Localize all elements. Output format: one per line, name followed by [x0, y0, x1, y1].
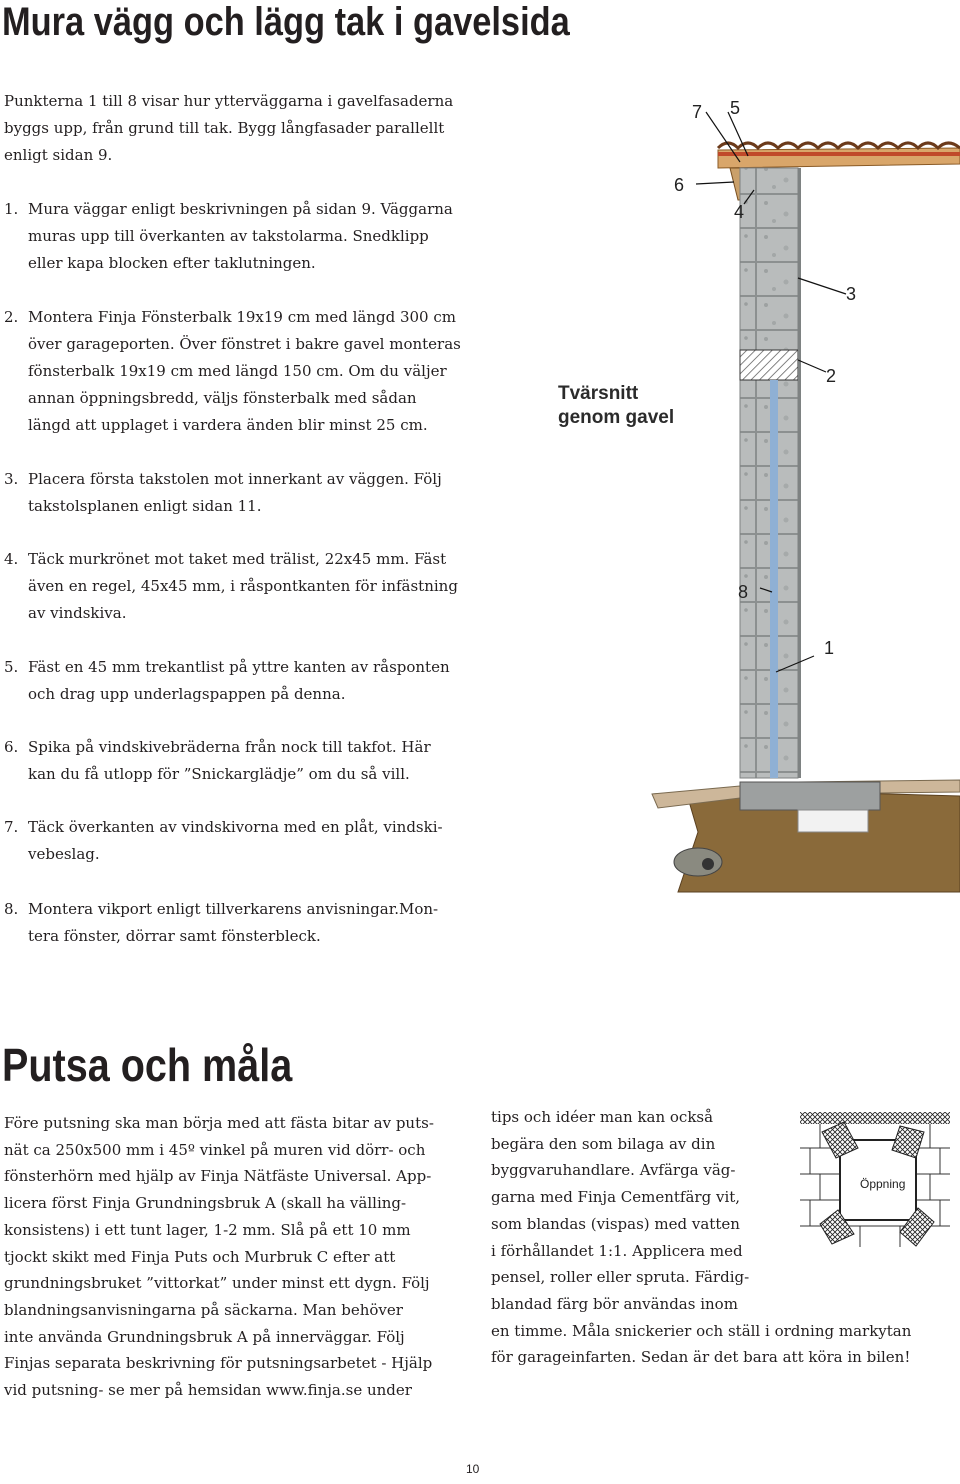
section-title-build: Mura vägg och lägg tak i gavelsida: [2, 0, 570, 44]
step-text: takstolsplanen enligt sidan 11.: [28, 497, 262, 515]
label-2: 2: [826, 366, 837, 386]
step-text: och drag upp underlagspappen på denna.: [28, 685, 346, 703]
lintel-hatch: [800, 1112, 950, 1124]
caption-line: genom gavel: [558, 407, 675, 428]
step-text: Mura väggar enligt beskrivningen på sidan 9. Väggarna: [28, 200, 453, 218]
text-line: blandad färg bör användas inom: [491, 1294, 738, 1313]
leader-line: [696, 182, 734, 184]
text-line: tips och idéer man kan också: [491, 1108, 714, 1126]
wall-blocks: [740, 168, 798, 778]
text-line: inte använda Grundningsbruk A på innerväggar. Följ: [4, 1327, 405, 1346]
step-text: av vindskiva.: [28, 604, 127, 622]
step-7: [4, 814, 504, 868]
step-6: [4, 734, 504, 788]
text-line: konsistens) i ett tunt lager, 1-2 mm. Slå på ett 10 mm: [4, 1220, 411, 1239]
step-number: 3.: [4, 470, 19, 488]
step-number: 1.: [4, 200, 19, 218]
step-text: eller kapa blocken efter taklutningen.: [28, 254, 316, 272]
step-text: Montera vikport enligt tillverkarens anvisningar.Mon-: [28, 900, 439, 918]
opening-label: Öppning: [860, 1177, 906, 1191]
text-line: blandningsanvisningarna på säckarna. Man behöver: [4, 1300, 403, 1319]
label-8: 8: [738, 582, 749, 602]
step-text: längd att upplaget i vardera änden blir minst 25 cm.: [28, 416, 428, 434]
roof-tiles: [718, 143, 960, 148]
text-line: pensel, roller eller spruta. Färdig-: [491, 1268, 750, 1287]
section-title-render: Putsa och måla: [2, 1039, 293, 1091]
step-text: över garageporten. Över fönstret i bakre gavel monteras: [28, 335, 461, 353]
window-beam: [740, 350, 798, 380]
label-3: 3: [846, 284, 857, 304]
step-number: 4.: [4, 550, 19, 568]
render-paragraph-left: [4, 1110, 434, 1404]
text-line: nät ca 250x500 mm i 45º vinkel på muren vid dörr- och: [4, 1140, 426, 1159]
intro-paragraph: [4, 88, 504, 169]
step-text: muras upp till överkanten av takstolarma. Snedklipp: [28, 227, 429, 245]
step-text: även en regel, 45x45 mm, i råspontkanten för infästning: [28, 577, 458, 595]
text-line: begära den som bilaga av din: [491, 1134, 716, 1153]
step-number: 8.: [4, 900, 19, 918]
text-line: i förhållandet 1:1. Applicera med: [491, 1241, 743, 1260]
step-text: Placera första takstolen mot innerkant av väggen. Följ: [28, 470, 442, 488]
intro-line: Punkterna 1 till 8 visar hur ytterväggarna i gavelfasaderna: [4, 92, 454, 110]
step-4: [4, 546, 504, 627]
step-8: [4, 896, 504, 950]
text-line: Före putsning ska man börja med att fästa bitar av puts-: [4, 1114, 434, 1132]
step-1: [4, 196, 504, 277]
label-7: 7: [692, 102, 703, 122]
caption-line: Tvärsnitt: [558, 383, 639, 404]
inner-render: [770, 380, 778, 778]
text-line: fönsterhörn med hjälp av Finja Nätfäste Universal. App-: [4, 1167, 432, 1186]
text-line: licera först Finja Grundningsbruk A (skall ha välling-: [4, 1194, 407, 1213]
roof-boards: [718, 148, 960, 168]
step-text: fönsterbalk 19x19 cm med längd 150 cm. Om du väljer: [28, 362, 447, 380]
step-5: [4, 654, 504, 708]
step-text: annan öppningsbredd, väljs fönsterbalk med sådan: [28, 389, 417, 407]
intro-line: enligt sidan 9.: [4, 146, 113, 164]
label-1: 1: [824, 638, 835, 658]
text-line: byggvaruhandlare. Avfärga väg-: [491, 1161, 736, 1180]
step-text: vebeslag.: [28, 845, 100, 863]
wall-section-diagram: [648, 92, 960, 912]
drain-pipe: [702, 858, 714, 870]
step-text: kan du få utlopp för ”Snickarglädje” om du så vill.: [28, 765, 410, 783]
page-number: 10: [466, 1462, 480, 1476]
text-line: vid putsning- se mer på hemsidan www.finja.se under: [4, 1381, 412, 1400]
label-5: 5: [730, 98, 741, 118]
step-text: Täck murkrönet mot taket med trälist, 22x45 mm. Fäst: [28, 550, 447, 568]
step-text: Spika på vindskivebräderna från nock till takfot. Här: [28, 738, 431, 756]
step-number: 5.: [4, 658, 19, 676]
label-4: 4: [734, 202, 745, 222]
step-text: Täck överkanten av vindskivorna med en plåt, vindski-: [28, 818, 443, 836]
mesh-opening-diagram: [800, 1112, 950, 1247]
inner-wall-line: [798, 168, 801, 778]
step-number: 7.: [4, 818, 19, 836]
leader-line: [798, 278, 846, 294]
foundation-slab: [740, 782, 880, 810]
step-number: 2.: [4, 308, 19, 326]
step-number: 6.: [4, 738, 19, 756]
text-line: en timme. Måla snickerier och ställ i ordning markytan: [491, 1321, 912, 1340]
text-line: tjockt skikt med Finja Puts och Murbruk C efter att: [4, 1247, 396, 1266]
step-text: tera fönster, dörrar samt fönsterbleck.: [28, 927, 321, 945]
roof-red-layer: [718, 152, 960, 156]
text-line: för garageinfarten. Sedan är det bara att köra in bilen!: [491, 1348, 911, 1367]
step-3: [4, 466, 504, 520]
text-line: garna med Finja Cementfärg vit,: [491, 1188, 741, 1207]
leader-line: [798, 360, 826, 372]
step-2: [4, 304, 504, 439]
text-line: som blandas (vispas) med vatten: [491, 1214, 740, 1233]
drain-gravel: [674, 848, 722, 876]
text-line: grundningsbruket ”vittorkat” under minst ett dygn. Följ: [4, 1274, 430, 1293]
insulation: [798, 810, 868, 832]
label-6: 6: [674, 175, 685, 195]
intro-line: byggs upp, från grund till tak. Bygg långfasader parallellt: [4, 119, 445, 137]
step-text: Montera Finja Fönsterbalk 19x19 cm med längd 300 cm: [28, 308, 456, 326]
text-line: Finjas separata beskrivning för putsningsarbetet - Hjälp: [4, 1354, 433, 1373]
step-text: Fäst en 45 mm trekantlist på yttre kanten av råsponten: [28, 658, 450, 676]
